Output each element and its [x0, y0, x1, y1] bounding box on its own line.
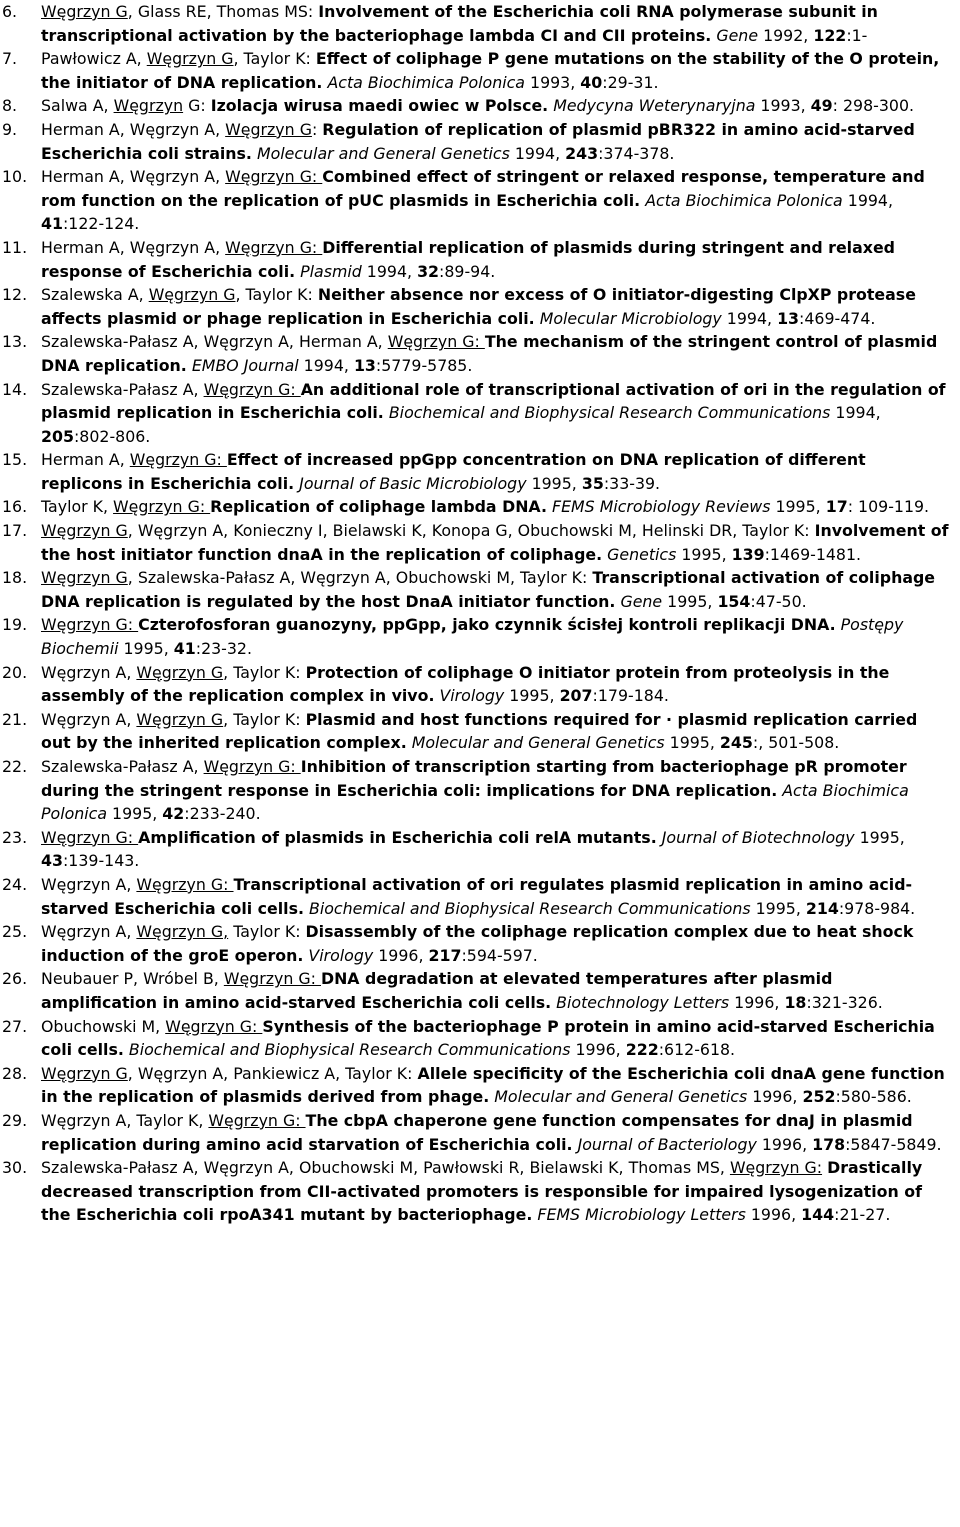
citation-text	[41, 663, 889, 706]
citation-segment: :5847-5849.	[845, 1134, 942, 1154]
citation-segment: , Szalewska-Pałasz A, Węgrzyn A, Obuchowski M, Taylor K:	[127, 568, 593, 588]
publication-entry	[2, 330, 950, 377]
citation-segment: 1994,	[509, 143, 566, 163]
publication-entry	[2, 920, 950, 967]
citation-segment: , Taylor K:	[233, 49, 316, 69]
citation-text	[41, 332, 937, 375]
article-title: Involvement of the host initiator function dnaA in the replication of coliphage.	[41, 521, 949, 564]
entry-number: 24.	[2, 874, 28, 894]
citation-segment: 1994,	[361, 261, 418, 281]
citation-segment: 1995,	[854, 827, 905, 847]
publication-entry	[2, 448, 950, 495]
underlined-author: Węgrzyn G	[41, 568, 128, 588]
volume-number: 139	[731, 544, 765, 564]
article-title: Differential replication of plasmids during stringent and relaxed response of Escherichia coli.	[41, 237, 895, 281]
citation-segment: Węgrzyn A,	[41, 874, 137, 894]
entry-number: 16.	[2, 497, 28, 517]
entry-number: 11.	[2, 237, 28, 257]
citation-segment: 1995,	[118, 639, 174, 659]
citation-text	[41, 969, 883, 1012]
article-title: Amplification of plasmids in Escherichia coli relA mutants.	[138, 827, 657, 847]
citation-segment: :469-474.	[799, 308, 876, 328]
journal-name: Virology	[439, 686, 505, 706]
citation-segment: Herman A, Węgrzyn A,	[41, 119, 226, 139]
journal-name: Biochemical and Biophysical Research Communications	[128, 1040, 571, 1060]
citation-segment: , Węgrzyn A, Pankiewicz A, Taylor K:	[127, 1063, 418, 1083]
journal-name: Journal of Bacteriology	[577, 1134, 757, 1154]
citation-segment: :1469-1481.	[764, 544, 862, 564]
citation-segment: :179-184.	[592, 686, 669, 706]
entry-number: 10.	[2, 167, 28, 187]
entry-number: 27.	[2, 1016, 28, 1036]
entry-number: 15.	[2, 450, 28, 470]
citation-segment: 1994,	[830, 403, 881, 423]
volume-number: 41	[173, 639, 196, 659]
citation-segment: , Taylor K:	[223, 662, 306, 682]
volume-number: 217	[428, 945, 462, 965]
underlined-author: Węgrzyn G:	[225, 167, 323, 187]
citation-segment: :374-378.	[598, 143, 675, 163]
underlined-author: Węgrzyn G:	[223, 969, 321, 989]
citation-segment: 1995,	[504, 686, 560, 706]
citation-segment: 1994,	[298, 355, 354, 375]
entry-number: 12.	[2, 285, 28, 305]
citation-text	[41, 1064, 945, 1107]
underlined-author: Węgrzyn G,	[136, 922, 229, 942]
journal-name: Journal of Basic Microbiology	[299, 473, 527, 493]
article-title: Plasmid and host functions required for · plasmid replication carried out by the inherited replication complex.	[41, 709, 918, 753]
citation-segment: Węgrzyn A,	[41, 709, 137, 729]
journal-name: Biochemical and Biophysical Research Communications	[388, 403, 831, 423]
underlined-author: Węgrzyn G:	[41, 827, 139, 847]
article-title: Drastically decreased transcription from CII-activated promoters is responsible for impaired lysogenization of the Escherichia coli rpoA341 mutant by bacteriophage.	[41, 1158, 923, 1225]
volume-number: 32	[417, 261, 440, 281]
entry-number: 29.	[2, 1110, 28, 1130]
citation-segment: Obuchowski M,	[41, 1016, 166, 1036]
citation-segment: 1994,	[721, 308, 778, 328]
volume-number: 41	[41, 214, 63, 234]
citation-segment: :122-124.	[62, 214, 140, 234]
citation-segment: Szalewska-Pałasz A, Węgrzyn A, Herman A,	[41, 332, 388, 352]
underlined-author: Węgrzyn G:	[203, 379, 301, 399]
publication-entry	[2, 661, 950, 708]
underlined-author: Węgrzyn G	[146, 49, 234, 69]
entry-number: 26.	[2, 969, 28, 989]
entry-number: 6.	[2, 2, 18, 21]
citation-text	[41, 1111, 942, 1154]
citation-segment: :23-32.	[195, 639, 252, 659]
publication-entry	[2, 566, 950, 613]
volume-number: 13	[777, 308, 800, 328]
citation-segment: :1-	[846, 25, 868, 45]
citation-segment: Pawłowicz A,	[41, 49, 147, 69]
citation-text	[41, 521, 949, 564]
citation-segment: 1995,	[770, 497, 826, 517]
underlined-author: Węgrzyn G	[148, 285, 236, 305]
publication-entry	[2, 0, 950, 47]
citation-segment: :978-984.	[838, 898, 916, 918]
citation-text	[41, 120, 915, 163]
volume-number: 243	[565, 143, 599, 163]
volume-number: 252	[802, 1087, 836, 1107]
citation-segment: , Taylor K:	[235, 285, 318, 305]
entry-number: 23.	[2, 827, 28, 847]
volume-number: 222	[625, 1040, 659, 1060]
citation-text	[41, 96, 914, 115]
underlined-author: Węgrzyn G	[41, 1063, 128, 1083]
citation-segment: :5779-5785.	[375, 355, 473, 375]
publication-entry	[2, 118, 950, 165]
citation-segment: :47-50.	[750, 591, 807, 611]
citation-segment: 1994,	[842, 190, 893, 210]
underlined-author: Węgrzyn G:	[729, 1158, 823, 1178]
article-title: The mechanism of the stringent control of plasmid DNA replication.	[41, 332, 938, 375]
underlined-author: Węgrzyn G:	[41, 615, 139, 635]
entry-number: 30.	[2, 1158, 28, 1178]
citation-segment: 1993,	[525, 72, 581, 92]
citation-text	[41, 922, 913, 965]
underlined-author: Węgrzyn G:	[113, 497, 211, 517]
citation-segment: Szalewska-Pałasz A,	[41, 757, 204, 776]
citation-segment: 1995,	[676, 544, 732, 564]
entry-number: 13.	[2, 332, 28, 352]
entry-number: 8.	[2, 96, 18, 116]
volume-number: 42	[162, 804, 185, 824]
citation-segment: , Glass RE, Thomas MS:	[127, 2, 319, 21]
article-title: Effect of increased ppGpp concentration on DNA replication of different replicons in Escherichia coli.	[41, 450, 866, 493]
citation-segment: Herman A, Węgrzyn A,	[41, 237, 226, 257]
underlined-author: Węgrzyn G	[225, 119, 312, 139]
publication-entry	[2, 755, 950, 826]
publication-entry	[2, 165, 950, 236]
volume-number: 17	[825, 497, 848, 517]
article-title: An additional role of transcriptional activation of ori in the regulation of plasmid replication in Escherichia coli.	[41, 379, 946, 423]
underlined-author: Węgrzyn G:	[208, 1110, 306, 1130]
citation-segment: , Węgrzyn A, Konieczny I, Bielawski K, Konopa G, Obuchowski M, Helinski DR, Taylor K:	[127, 521, 815, 541]
journal-name: Medycyna Weterynaryjna	[553, 96, 756, 116]
volume-number: 13	[353, 355, 376, 375]
publication-entry	[2, 1062, 950, 1109]
publication-entry	[2, 94, 950, 118]
underlined-author: Węgrzyn	[113, 96, 184, 116]
citation-segment: Węgrzyn A, Taylor K,	[41, 1110, 209, 1130]
publication-entry	[2, 1015, 950, 1062]
citation-segment: :33-39.	[603, 473, 661, 493]
article-title: Replication of coliphage lambda DNA.	[210, 497, 547, 517]
journal-name: Gene	[620, 591, 663, 611]
entry-number: 19.	[2, 615, 28, 635]
journal-name: Journal of Biotechnology	[661, 827, 855, 847]
citation-text	[41, 285, 916, 328]
entry-number: 9.	[2, 119, 18, 139]
journal-name: Acta Biochimica Polonica	[327, 72, 525, 92]
publication-entry	[2, 519, 950, 566]
underlined-author: Węgrzyn G:	[165, 1016, 263, 1036]
journal-name: Genetics	[607, 544, 677, 564]
article-title: Regulation of replication of plasmid pBR322 in amino acid-starved Escherichia coli strains.	[41, 119, 915, 163]
citation-text	[41, 1158, 922, 1224]
journal-name: FEMS Microbiology Letters	[537, 1205, 746, 1225]
entry-number: 7.	[2, 49, 18, 69]
entry-number: 28.	[2, 1063, 28, 1083]
underlined-author: Węgrzyn G	[41, 521, 128, 541]
citation-text	[41, 828, 905, 871]
citation-segment: Szalewska-Pałasz A, Węgrzyn A, Obuchowski M, Pawłowski R, Bielawski K, Thomas MS,	[41, 1158, 730, 1178]
entry-number: 14.	[2, 379, 28, 399]
article-title: Synthesis of the bacteriophage P protein in amino acid-starved Escherichia coli cells.	[41, 1016, 935, 1060]
underlined-author: Węgrzyn G:	[387, 332, 485, 352]
citation-segment: 1996,	[373, 945, 429, 965]
citation-text	[41, 615, 903, 658]
journal-name: Acta Biochimica Polonica	[645, 190, 843, 210]
volume-number: 18	[784, 992, 807, 1012]
volume-number: 40	[580, 72, 603, 92]
volume-number: 245	[719, 733, 753, 753]
publication-entry	[2, 613, 950, 660]
citation-text	[41, 49, 939, 92]
journal-name: Molecular Microbiology	[539, 308, 722, 328]
underlined-author: Węgrzyn G:	[129, 450, 227, 470]
underlined-author: Węgrzyn G:	[225, 237, 323, 257]
publication-entry	[2, 283, 950, 330]
journal-name: EMBO Journal	[191, 355, 299, 375]
volume-number: 214	[805, 898, 839, 918]
citation-text	[41, 380, 946, 446]
article-title: Effect of coliphage P gene mutations on the stability of the O protein, the initiator of DNA replication.	[41, 49, 940, 92]
publication-entry	[2, 495, 950, 519]
volume-number: 35	[581, 473, 604, 493]
journal-name: Molecular and General Genetics	[494, 1087, 748, 1107]
entry-number: 22.	[2, 757, 28, 776]
article-title: Involvement of the Escherichia coli RNA polymerase subunit in transcriptional activation by the bacteriophage lambda CI and CII proteins.	[41, 2, 878, 45]
publication-entry	[2, 708, 950, 755]
entry-number: 21.	[2, 709, 28, 729]
publication-entry	[2, 378, 950, 449]
journal-name: Virology	[308, 945, 374, 965]
citation-text	[41, 497, 929, 516]
citation-segment: Węgrzyn A,	[41, 662, 137, 682]
citation-text	[41, 238, 895, 281]
citation-text	[41, 450, 866, 493]
journal-name: Postępy Biochemii	[41, 615, 904, 659]
entry-number: 18.	[2, 568, 28, 588]
journal-name: Gene	[716, 25, 759, 45]
entry-number: 25.	[2, 922, 28, 942]
citation-text	[41, 757, 909, 823]
citation-text	[41, 710, 917, 753]
publication-entry	[2, 236, 950, 283]
citation-segment: :612-618.	[658, 1040, 736, 1060]
entry-number: 17.	[2, 521, 28, 541]
publication-list	[2, 0, 950, 1227]
citation-segment: :21-27.	[834, 1205, 891, 1225]
underlined-author: Węgrzyn G	[136, 662, 224, 682]
journal-name: FEMS Microbiology Reviews	[551, 497, 771, 517]
article-title: Inhibition of transcription starting from bacteriophage pR promoter during the stringent response in Escherichia coli: implications for DNA replication.	[41, 757, 907, 800]
publication-entry	[2, 967, 950, 1014]
citation-segment: :139-143.	[62, 851, 140, 871]
publication-entry	[2, 1109, 950, 1156]
citation-segment: :321-326.	[806, 992, 883, 1012]
article-title: Neither absence nor excess of O initiator-digesting ClpXP protease affects plasmid or phage replication in Escherichia coli.	[41, 285, 916, 328]
journal-name: Biochemical and Biophysical Research Communications	[309, 898, 751, 918]
citation-segment: G:	[183, 96, 211, 116]
citation-segment: 1992,	[758, 25, 814, 45]
publication-entry	[2, 826, 950, 873]
citation-segment: Taylor K,	[41, 497, 114, 517]
journal-name: Acta Biochimica Polonica	[41, 780, 909, 824]
citation-segment: Węgrzyn A,	[41, 922, 137, 942]
citation-segment: :594-597.	[461, 945, 538, 965]
citation-segment: :	[311, 119, 323, 139]
citation-segment: :233-240.	[184, 804, 261, 824]
volume-number: 144	[801, 1205, 835, 1225]
citation-segment: 1993,	[755, 96, 811, 116]
citation-text	[41, 1017, 935, 1060]
citation-segment: Szalewska A,	[41, 285, 149, 305]
citation-segment: 1995,	[664, 733, 720, 753]
citation-text	[41, 167, 925, 233]
citation-segment: :89-94.	[439, 261, 496, 281]
volume-number: 154	[717, 591, 751, 611]
citation-segment: 1996,	[570, 1040, 626, 1060]
journal-name: Plasmid	[300, 261, 362, 281]
citation-segment: Herman A,	[41, 450, 130, 470]
citation-segment: :, 501-508.	[752, 733, 840, 753]
citation-segment: :802-806.	[73, 426, 151, 446]
citation-segment: : 109-119.	[847, 497, 930, 517]
publication-entry	[2, 47, 950, 94]
journal-name: Biotechnology Letters	[556, 992, 730, 1012]
article-title: DNA degradation at elevated temperatures after plasmid amplification in amino acid-starved Escherichia coli cells.	[41, 969, 833, 1012]
article-title: Disassembly of the coliphage replication complex due to heat shock induction of the groE operon.	[41, 922, 914, 965]
article-title: The cbpA chaperone gene function compensates for dnaJ in plasmid replication during amino acid starvation of Escherichia coli.	[41, 1110, 913, 1154]
citation-segment: Herman A, Węgrzyn A,	[41, 167, 226, 187]
citation-segment: 1996,	[745, 1205, 802, 1225]
publication-entry	[2, 873, 950, 920]
underlined-author: Węgrzyn G	[136, 709, 224, 729]
citation-segment: Taylor K:	[228, 922, 306, 942]
underlined-author: Węgrzyn G	[41, 2, 128, 21]
citation-segment: :29-31.	[602, 72, 659, 92]
volume-number: 207	[559, 686, 593, 706]
citation-segment: :580-586.	[835, 1087, 912, 1107]
underlined-author: Węgrzyn G:	[136, 874, 234, 894]
article-title: Czterofosforan guanozyny, ppGpp, jako czynnik ścisłej kontroli replikacji DNA.	[138, 615, 836, 635]
citation-segment: : 298-300.	[832, 96, 915, 116]
journal-name: Molecular and General Genetics	[256, 143, 510, 163]
article-title: Protection of coliphage O initiator protein from proteolysis in the assembly of the replication complex in vivo.	[41, 662, 890, 706]
volume-number: 49	[810, 96, 833, 116]
volume-number: 205	[41, 426, 74, 446]
volume-number: 122	[813, 25, 847, 45]
citation-segment: 1995,	[526, 473, 582, 493]
entry-number: 20.	[2, 662, 28, 682]
citation-segment: 1995,	[662, 591, 718, 611]
citation-text	[41, 568, 935, 611]
citation-segment: 1996,	[729, 992, 785, 1012]
volume-number: 43	[41, 851, 63, 871]
volume-number: 178	[812, 1134, 846, 1154]
article-title: Transcriptional activation of coliphage DNA replication is regulated by the host DnaA initiator function.	[41, 568, 935, 611]
publication-entry	[2, 1156, 950, 1227]
citation-segment: 1996,	[756, 1134, 813, 1154]
article-title: Transcriptional activation of ori regulates plasmid replication in amino acid-starved Escherichia coli cells.	[41, 874, 913, 918]
citation-segment: 1995,	[750, 898, 806, 918]
citation-text	[41, 2, 878, 45]
citation-text	[41, 875, 915, 918]
underlined-author: Węgrzyn G:	[203, 757, 301, 776]
citation-segment: , Taylor K:	[223, 709, 306, 729]
journal-name: Molecular and General Genetics	[411, 733, 665, 753]
article-title: Izolacja wirusa maedi owiec w Polsce.	[210, 96, 549, 116]
citation-segment: 1995,	[107, 804, 163, 824]
citation-segment: Salwa A,	[41, 96, 114, 116]
citation-segment: 1996,	[747, 1087, 803, 1107]
citation-segment: Neubauer P, Wróbel B,	[41, 969, 224, 989]
citation-segment: Szalewska-Pałasz A,	[41, 379, 204, 399]
article-title: Allele specificity of the Escherichia coli dnaA gene function in the replication of plasmids derived from phage.	[41, 1063, 945, 1107]
article-title: Combined effect of stringent or relaxed response, temperature and rom function on the replication of pUC plasmids in Escherichia coli.	[41, 167, 925, 210]
